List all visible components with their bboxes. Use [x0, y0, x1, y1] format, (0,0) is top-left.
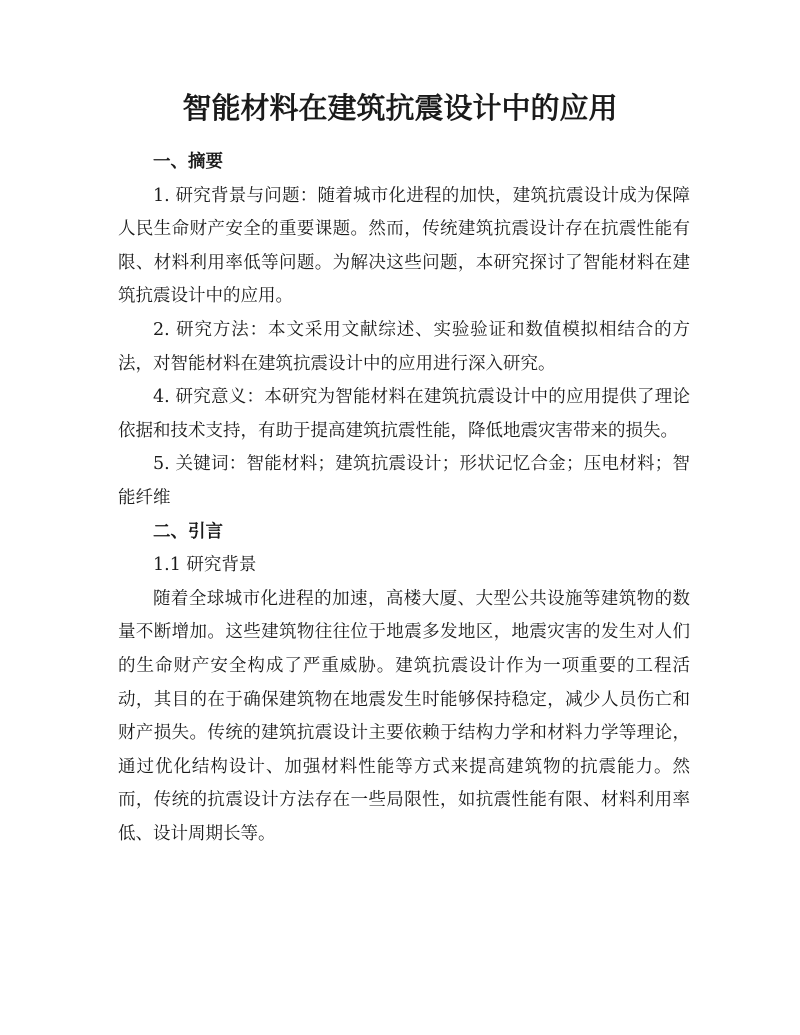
document-body — [118, 146, 690, 851]
abstract-paragraph-significance: 4. 研究意义：本研究为智能材料在建筑抗震设计中的应用提供了理论依据和技术支持，有助于提高建筑抗震性能，降低地震灾害带来的损失。 — [118, 387, 690, 441]
section-heading-abstract: 一、摘要 — [153, 152, 223, 172]
section-heading-introduction: 二、引言 — [153, 521, 223, 542]
abstract-paragraph-methods: 2. 研究方法：本文采用文献综述、实验验证和数值模拟相结合的方法，对智能材料在建筑抗震设计中的应用进行深入研究。 — [118, 319, 690, 374]
subsection-heading-background: 1.1 研究背景 — [153, 555, 257, 576]
document-title: 智能材料在建筑抗震设计中的应用 — [182, 91, 618, 125]
abstract-paragraph-keywords: 5. 关键词：智能材料；建筑抗震设计；形状记忆合金；压电材料；智能纤维 — [118, 454, 690, 508]
abstract-paragraph-background: 1. 研究背景与问题：随着城市化进程的加快，建筑抗震设计成为保障人民生命财产安全的重要课题。然而，传统建筑抗震设计存在抗震性能有限、材料利用率低等问题。为解决这些问题，本研究探讨了智能材料在建筑抗震设计中的应用。 — [118, 185, 690, 307]
introduction-paragraph: 随着全球城市化进程的加速，高楼大厦、大型公共设施等建筑物的数量不断增加。这些建筑物往往位于地震多发地区，地震灾害的发生对人们的生命财产安全构成了严重威胁。建筑抗震设计作为一项重要的工程活动，其目的在于确保建筑物在地震发生时能够保持稳定，减少人员伤亡和财产损失。传统的建筑抗震设计主要依赖于结构力学和材料力学等理论，通过优化结构设计、加强材料性能等方式来提高建筑物的抗震能力。然而，传统的抗震设计方法存在一些局限性，如抗震性能有限、材料利用率低、设计周期长等。 — [118, 588, 690, 844]
